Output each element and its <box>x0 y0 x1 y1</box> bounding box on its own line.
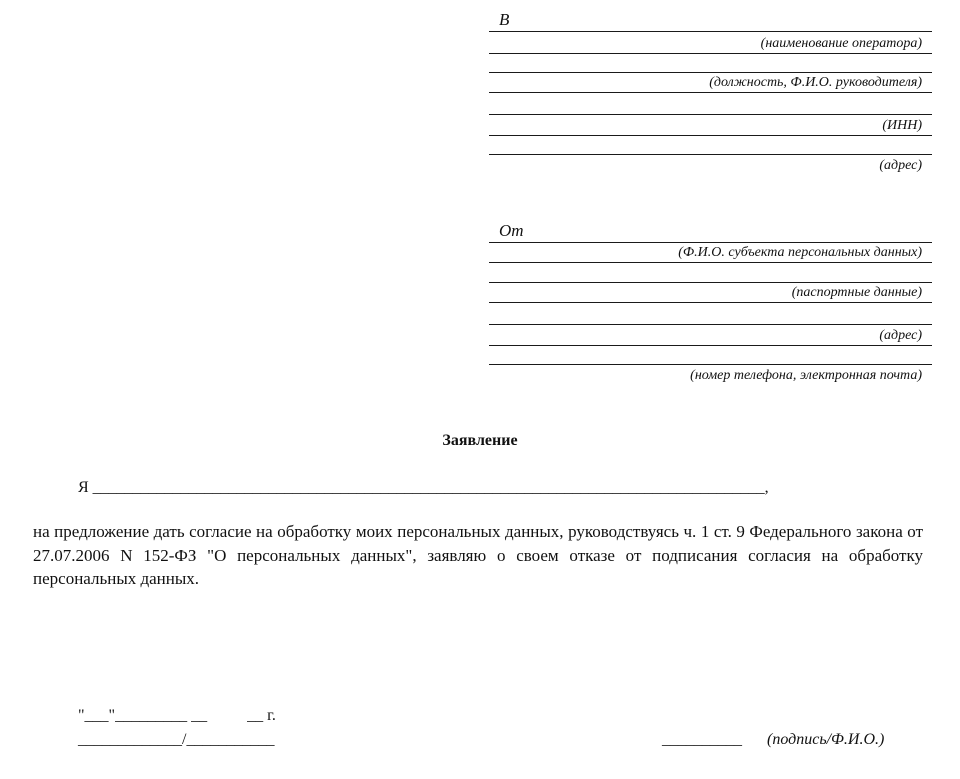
signature-blank[interactable]: __________ <box>662 731 742 748</box>
operator-address-label: (адрес) <box>879 158 922 173</box>
signature-label: (подпись/Ф.И.О.) <box>767 731 885 748</box>
from-prefix: От <box>499 221 524 240</box>
head-position-line[interactable] <box>489 72 932 73</box>
to-prefix: В <box>499 10 510 29</box>
inn-line[interactable] <box>489 114 932 115</box>
applicant-name-field[interactable]: Я ____________________________________________________________________________________, <box>78 479 769 496</box>
head-position-label: (должность, Ф.И.О. руководителя) <box>709 75 922 90</box>
subject-address-line[interactable] <box>489 324 932 325</box>
operator-name-label: (наименование оператора) <box>760 36 922 51</box>
passport-label: (паспортные данные) <box>791 285 922 300</box>
contacts-label: (номер телефона, электронная почта) <box>690 368 922 383</box>
inn-underline <box>489 135 932 136</box>
operator-name-underline <box>489 53 932 54</box>
head-position-underline <box>489 92 932 93</box>
signature-name-field[interactable]: _____________/___________ <box>78 731 275 748</box>
subject-address-underline <box>489 345 932 346</box>
date-field[interactable]: "___"_________ __ __ г. <box>78 707 276 724</box>
inn-label: (ИНН) <box>882 118 922 133</box>
subject-name-label: (Ф.И.О. субъекта персональных данных) <box>678 245 922 260</box>
subject-name-underline <box>489 262 932 263</box>
contacts-line[interactable] <box>489 364 932 365</box>
operator-address-line[interactable] <box>489 154 932 155</box>
passport-underline <box>489 302 932 303</box>
passport-line[interactable] <box>489 282 932 283</box>
document-title: Заявление <box>442 432 518 449</box>
subject-name-line[interactable] <box>489 242 932 243</box>
subject-address-label: (адрес) <box>879 328 922 343</box>
operator-name-line[interactable] <box>489 31 932 32</box>
body-paragraph: на предложение дать согласие на обработку моих персональных данных, руководствуясь ч. 1 ст. 9 Федерального закона от 27.07.2006 N 152-ФЗ "О персональных данных", заявляю о своем отказе от подписания согласия на обработку персональных данных. <box>33 522 923 588</box>
